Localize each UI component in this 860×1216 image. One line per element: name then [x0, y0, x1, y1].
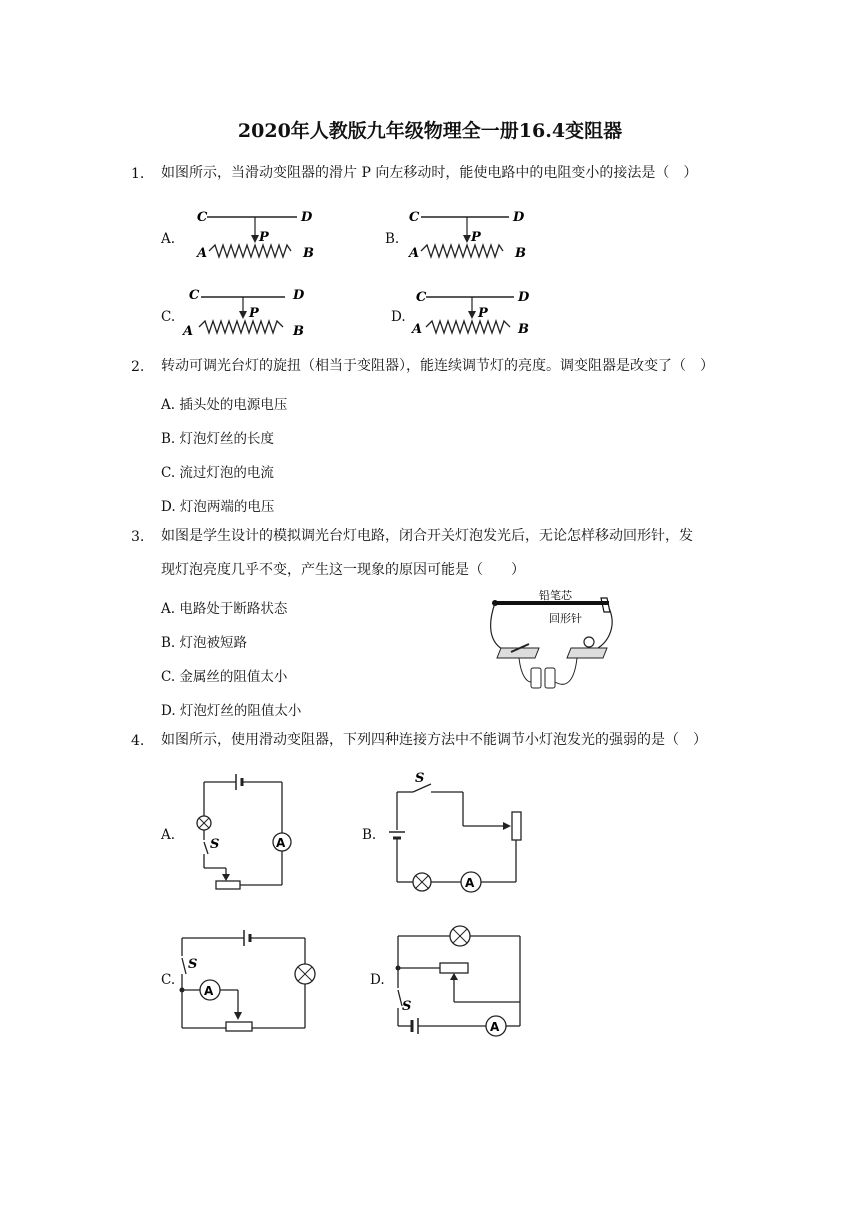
q1-rheostat-figure-d [414, 285, 544, 347]
label-pencil-lead: 铅笔芯 [539, 589, 572, 602]
svg-text:P: P [471, 230, 481, 245]
q1-rheostat-figure-c [185, 285, 315, 347]
q4-circuit-b [385, 770, 530, 890]
q4-option-d[interactable]: D. [370, 972, 385, 988]
svg-text:P: P [478, 306, 488, 321]
svg-text:D: D [518, 290, 530, 305]
label-d: D [301, 210, 313, 225]
question-4-text: 如图所示，使用滑动变阻器，下列四种连接方法中不能调节小灯泡发光的强弱的是（ ） [161, 732, 707, 748]
svg-text:B: B [515, 246, 526, 261]
question-1-number: 1. [131, 166, 145, 182]
question-2-number: 2. [131, 359, 145, 375]
q1-option-d[interactable]: D. [391, 309, 406, 325]
svg-text:S: S [402, 999, 412, 1014]
q1-rheostat-figure-b [407, 205, 537, 267]
q4-circuit-a [190, 770, 300, 890]
q3-lamp-circuit-photo [489, 586, 624, 696]
svg-text:C: C [416, 290, 427, 305]
page-title: 2020年人教版九年级物理全一册16.4变阻器 [237, 120, 623, 142]
question-2-text: 转动可调光台灯的旋扭（相当于变阻器），能连续调节灯的亮度。调变阻器是改变了（ ） [161, 358, 714, 374]
svg-text:S: S [188, 957, 198, 972]
svg-text:A: A [490, 1020, 500, 1034]
q3-option-a[interactable]: A. 电路处于断路状态 [161, 601, 288, 617]
svg-text:A: A [409, 246, 420, 261]
svg-text:C: C [189, 288, 200, 303]
q1-option-c[interactable]: C. [161, 309, 176, 325]
label-paper-clip: 回形针 [549, 612, 582, 625]
q1-option-b[interactable]: B. [385, 231, 400, 247]
svg-text:S: S [415, 771, 425, 786]
label-c: C [197, 210, 208, 225]
svg-text:P: P [249, 306, 259, 321]
question-3-text-line2: 现灯泡亮度几乎不变，产生这一现象的原因可能是（ ） [161, 562, 525, 578]
svg-text:A: A [412, 322, 423, 337]
q2-option-b[interactable]: B. 灯泡灯丝的长度 [161, 431, 275, 447]
svg-text:A: A [465, 876, 475, 890]
svg-text:A: A [204, 984, 214, 998]
q4-circuit-d [390, 922, 530, 1042]
q2-option-d[interactable]: D. 灯泡两端的电压 [161, 499, 275, 515]
q3-option-b[interactable]: B. 灯泡被短路 [161, 635, 248, 651]
question-3-number: 3. [131, 529, 145, 545]
ammeter-label: A [276, 836, 286, 850]
q4-option-b[interactable]: B. [362, 827, 377, 843]
label-p: P [259, 230, 269, 245]
svg-text:A: A [183, 324, 194, 339]
q2-option-a[interactable]: A. 插头处的电源电压 [161, 397, 288, 413]
svg-text:D: D [293, 288, 305, 303]
q3-option-c[interactable]: C. 金属丝的阻值太小 [161, 669, 288, 685]
q1-option-a[interactable]: A. [161, 231, 176, 247]
svg-text:D: D [513, 210, 525, 225]
svg-text:B: B [293, 324, 304, 339]
q2-option-c[interactable]: C. 流过灯泡的电流 [161, 465, 274, 481]
question-3-text-line1: 如图是学生设计的模拟调光台灯电路，闭合开关灯泡发光后，无论怎样移动回形针，发 [161, 528, 693, 544]
q4-option-c[interactable]: C. [161, 972, 176, 988]
q1-rheostat-figure-a [195, 205, 325, 267]
q4-circuit-c [172, 928, 322, 1038]
label-b: B [303, 246, 314, 261]
q4-option-a[interactable]: A. [161, 827, 176, 843]
switch-label: S [210, 837, 220, 852]
svg-text:C: C [409, 210, 420, 225]
q3-option-d[interactable]: D. 灯泡灯丝的阻值太小 [161, 703, 302, 719]
svg-text:B: B [518, 322, 529, 337]
label-a: A [197, 246, 208, 261]
question-1-text: 如图所示，当滑动变阻器的滑片 P 向左移动时，能使电路中的电阻变小的接法是（ ） [161, 165, 698, 181]
question-4-number: 4. [131, 733, 145, 749]
